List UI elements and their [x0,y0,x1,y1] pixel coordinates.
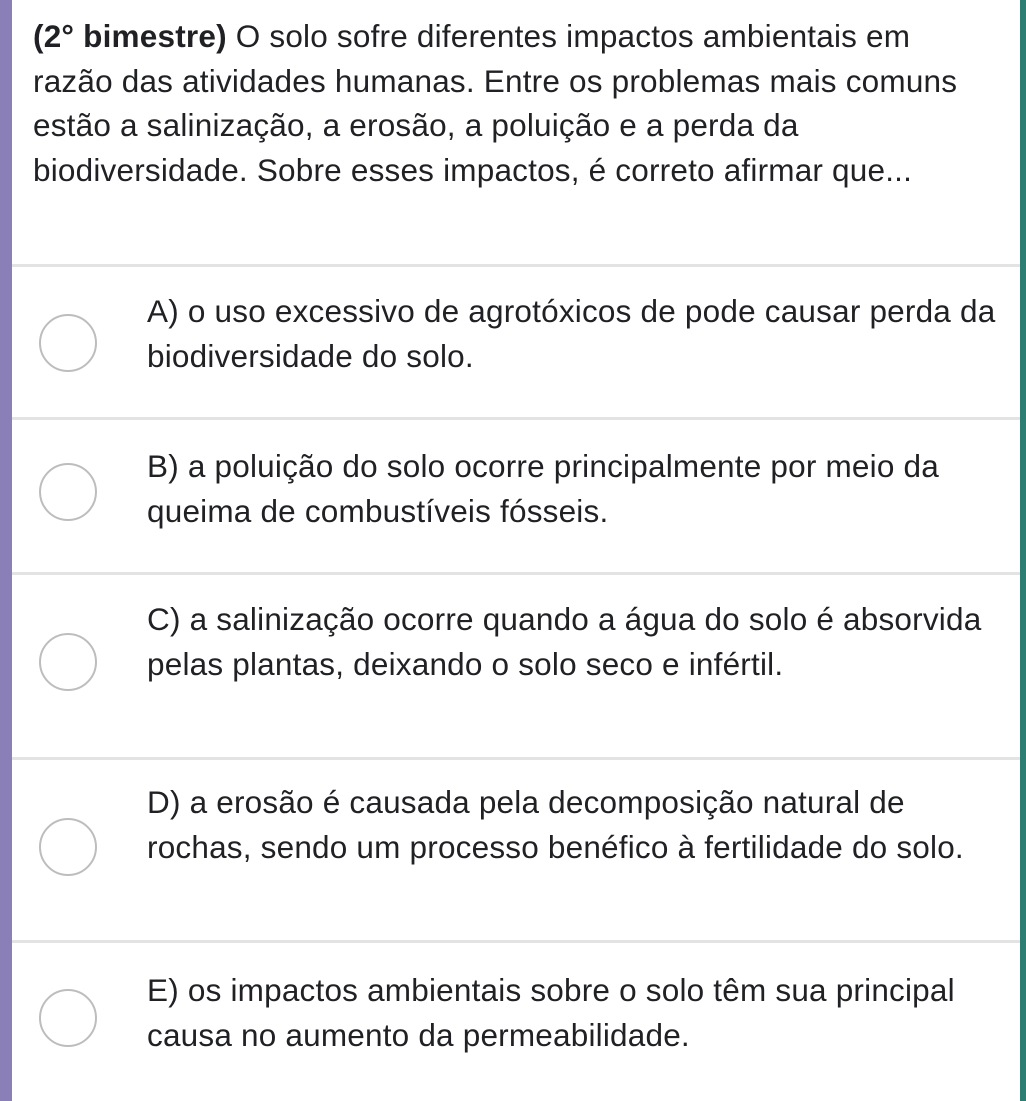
left-edge-strip [0,0,12,1101]
radio-circle-icon[interactable] [39,989,97,1047]
option-c-text: C) a salinização ocorre quando a água do solo é absorvida pelas plantas, deixando o solo seco e infértil. [147,601,982,682]
radio-circle-icon[interactable] [39,463,97,521]
option-c[interactable] [12,575,1020,757]
option-e[interactable] [12,943,1020,1101]
option-e-text: E) os impactos ambientais sobre o solo têm sua principal causa no aumento da permeabilidade. [147,972,955,1053]
option-b-text: B) a poluição do solo ocorre principalmente por meio da queima de combustíveis fósseis. [147,448,939,529]
radio-circle-icon[interactable] [39,818,97,876]
question-body: O solo sofre diferentes impactos ambientais em razão das atividades humanas. Entre os problemas mais comuns estão a salinização, a erosão, a poluição e a perda da biodiversidade. Sobre esses impactos, é correto afirmar que... [33,18,958,188]
question-prefix: (2° bimestre) [33,18,227,54]
right-edge-strip [1020,0,1026,1101]
question-card [12,0,1020,1101]
radio-circle-icon[interactable] [39,314,97,372]
option-b[interactable] [12,420,1020,572]
option-d-text: D) a erosão é causada pela decomposição natural de rochas, sendo um processo benéfico à fertilidade do solo. [147,784,964,865]
radio-circle-icon[interactable] [39,633,97,691]
option-a[interactable] [12,267,1020,417]
option-d[interactable] [12,760,1020,940]
option-a-text: A) o uso excessivo de agrotóxicos de pode causar perda da biodiversidade do solo. [147,293,996,374]
question-text [33,14,993,192]
